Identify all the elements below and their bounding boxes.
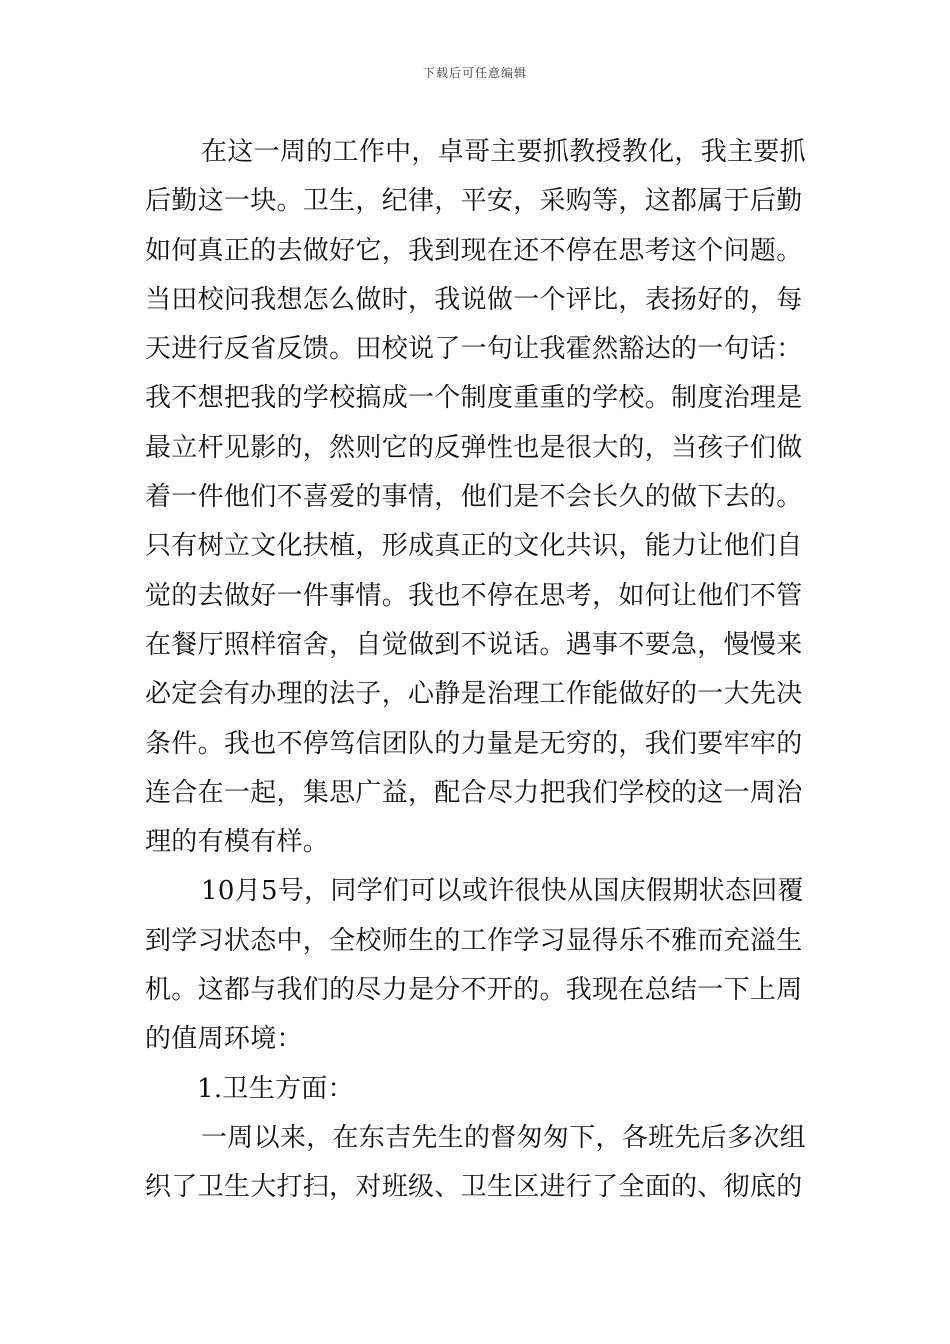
paragraph-line: 机。这都与我们的尽力是分不开的。我现在总结一下上周 (145, 975, 803, 1006)
document-body (145, 128, 810, 1213)
page-header: 下载后可任意编辑 (422, 66, 527, 80)
paragraph-line: 织了卫生大打扫，对班级、卫生区进行了全面的、彻底的 (145, 1172, 803, 1203)
paragraph-line: 着一件他们不喜爱的事情，他们是不会长久的做下去的。 (145, 482, 803, 513)
paragraph-line: 一周以来，在东吉先生的督匆匆下，各班先后多次组 (201, 1122, 806, 1153)
paragraph-line: 10月5号，同学们可以或许很快从国庆假期状态回覆 (201, 876, 804, 907)
paragraph-line: 我不想把我的学校搞成一个制度重重的学校。制度治理是 (145, 383, 803, 414)
paragraph-line: 如何真正的去做好它，我到现在还不停在思考这个问题。 (145, 235, 803, 266)
paragraph-line: 在餐厅照样宿舍，自觉做到不说话。遇事不要急，慢慢来 (145, 629, 803, 660)
paragraph-line: 条件。我也不停笃信团队的力量是无穷的，我们要牢牢的 (145, 728, 803, 759)
paragraph-line: 到学习状态中，全校师生的工作学习显得乐不雅而充溢生 (145, 925, 803, 956)
paragraph-line: 连合在一起，集思广益，配合尽力把我们学校的这一周治 (145, 777, 803, 808)
paragraph-line: 当田校问我想怎么做时，我说做一个评比，表扬好的，每 (145, 284, 803, 315)
section-heading: 1.卫生方面： (197, 1073, 354, 1104)
paragraph-line: 理的有模有样。 (145, 827, 330, 858)
paragraph-line: 天进行反省反馈。田校说了一句让我霍然豁达的一句话： (145, 334, 803, 365)
paragraph-line: 最立杆见影的，然则它的反弹性也是很大的，当孩子们做 (145, 432, 803, 463)
paragraph-line: 觉的去做好一件事情。我也不停在思考，如何让他们不管 (145, 580, 803, 611)
paragraph-line: 的值周环境： (145, 1024, 303, 1055)
paragraph-line: 在这一周的工作中，卓哥主要抓教授教化，我主要抓 (201, 137, 806, 167)
paragraph-line: 必定会有办理的法子，心静是治理工作能做好的一大先决 (145, 679, 803, 710)
paragraph-line: 只有树立文化扶植，形成真正的文化共识，能力让他们自 (145, 531, 803, 562)
paragraph-line: 后勤这一块。卫生，纪律，平安，采购等，这都属于后勤 (145, 186, 803, 217)
